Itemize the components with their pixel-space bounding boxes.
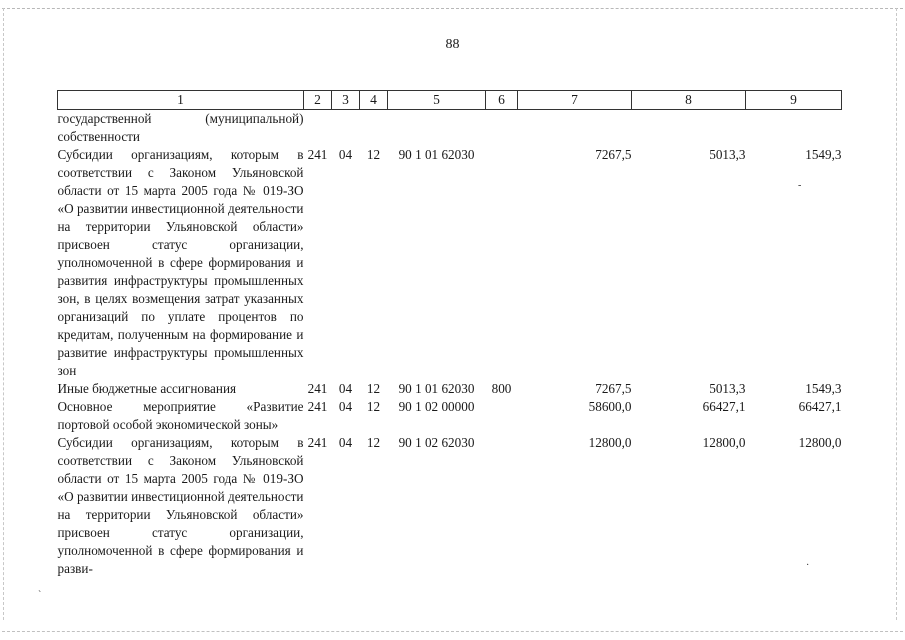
row-code-2	[304, 110, 332, 147]
scan-speck: -	[798, 180, 802, 191]
budget-table	[57, 90, 842, 578]
row-value-8: 5013,3	[709, 381, 746, 396]
row-code-2: 241	[307, 381, 328, 396]
row-value-7: 7267,5	[595, 381, 632, 396]
header-cell: 8	[632, 91, 746, 110]
row-value-7: 58600,0	[588, 399, 632, 414]
row-code-3	[332, 110, 360, 147]
row-code-3: 04	[338, 381, 353, 396]
header-cell: 6	[486, 91, 518, 110]
row-code-5: 90 1 02 62030	[398, 435, 475, 450]
page-border-top	[2, 8, 903, 9]
page-number: 88	[445, 37, 460, 52]
row-code-6	[486, 110, 518, 147]
table-row	[58, 398, 842, 434]
row-value-8: 66427,1	[702, 399, 746, 414]
header-cell: 3	[332, 91, 360, 110]
scan-speck: ·	[806, 560, 810, 571]
row-value-7	[518, 110, 632, 147]
row-code-5: 90 1 01 62030	[398, 147, 475, 162]
row-code-3: 04	[338, 399, 353, 414]
header-cell: 2	[304, 91, 332, 110]
row-value-8: 12800,0	[702, 435, 746, 450]
page-border-left	[3, 8, 4, 620]
row-code-3: 04	[338, 435, 353, 450]
row-description: государственной (муниципальной) собственности	[57, 111, 304, 144]
row-description: Субсидии организациям, которым в соответствии с Законом Ульяновской области от 15 марта 2005 года № 019-ЗО «О развитии инвестиционной деятельности на территории Ульяновской области» присвоен статус организации, уполномоченной в сфере формирования и развития инфраструктуры промышленных зон, в целях возмещения затрат указанных организаций по уплате процентов по кредитам, полученным на формирование и развитие инфраструктуры промышленных зон	[57, 147, 304, 378]
row-code-2: 241	[307, 435, 328, 450]
row-code-6	[486, 434, 518, 578]
header-row	[58, 91, 842, 110]
row-code-6: 800	[491, 381, 512, 396]
row-code-4: 12	[366, 381, 381, 396]
row-value-9	[746, 110, 842, 147]
table-row	[58, 434, 842, 578]
header-cell: 4	[360, 91, 388, 110]
row-description: Субсидии организациям, которым в соответствии с Законом Ульяновской области от 15 марта 2005 года № 019-ЗО «О развитии инвестиционной деятельности на территории Ульяновской области» присвоен статус организации, уполномоченной в сфере формирования и разви-	[57, 435, 304, 576]
header-cell: 1	[58, 91, 304, 110]
row-code-6	[486, 398, 518, 434]
header-cell: 9	[746, 91, 842, 110]
row-code-2: 241	[307, 399, 328, 414]
row-description: Иные бюджетные ассигнования	[57, 381, 237, 396]
row-value-7: 12800,0	[588, 435, 632, 450]
row-code-5: 90 1 02 00000	[398, 399, 475, 414]
row-code-6	[486, 146, 518, 380]
row-code-4: 12	[366, 147, 381, 162]
row-description: Основное мероприятие «Развитие портовой особой экономической зоны»	[57, 399, 304, 432]
page-border-bottom	[2, 631, 903, 632]
scan-speck: `	[38, 590, 42, 601]
row-code-4	[360, 110, 388, 147]
row-code-4: 12	[366, 435, 381, 450]
row-code-5: 90 1 01 62030	[398, 381, 475, 396]
row-code-4: 12	[366, 399, 381, 414]
row-code-2: 241	[307, 147, 328, 162]
row-value-9: 12800,0	[798, 435, 842, 450]
row-code-5	[388, 110, 486, 147]
row-value-8: 5013,3	[709, 147, 746, 162]
row-code-3: 04	[338, 147, 353, 162]
row-value-9: 1549,3	[805, 147, 842, 162]
header-cell: 7	[518, 91, 632, 110]
page-border-right	[896, 8, 897, 620]
row-value-7: 7267,5	[595, 147, 632, 162]
row-value-9: 1549,3	[805, 381, 842, 396]
table-row	[58, 380, 842, 398]
table-row	[58, 110, 842, 147]
row-value-9: 66427,1	[798, 399, 842, 414]
row-value-8	[632, 110, 746, 147]
header-cell: 5	[388, 91, 486, 110]
table-row	[58, 146, 842, 380]
